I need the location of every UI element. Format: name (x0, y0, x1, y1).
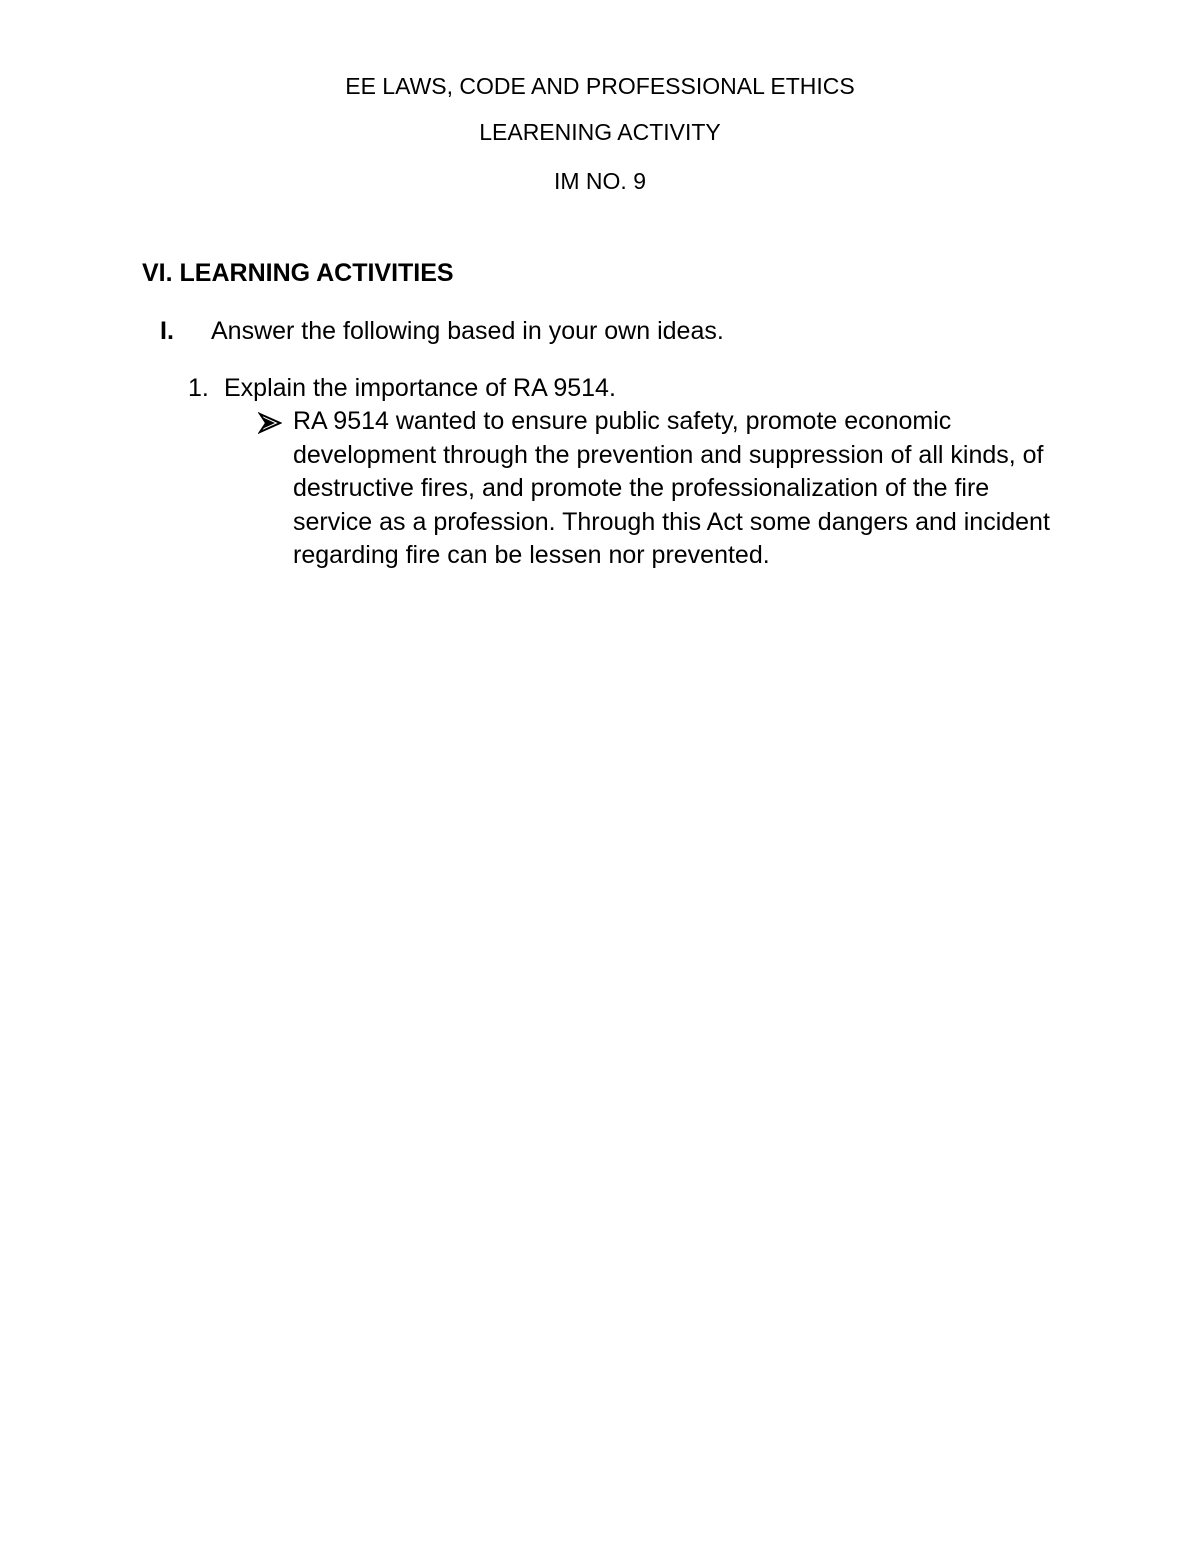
section-heading: VI. LEARNING ACTIVITIES (142, 259, 454, 287)
answer-line: destructive fires, and promote the professionalization of the fire (293, 474, 990, 502)
answer-line: service as a profession. Through this Act some dangers and incident (293, 507, 1050, 536)
answer-line: development through the prevention and suppression of all kinds, of (293, 440, 1044, 469)
arrow-bullet-icon (258, 411, 282, 435)
question-number: 1. (188, 374, 209, 402)
part-marker: I. (160, 317, 174, 345)
activity-label: LEARENING ACTIVITY (479, 119, 721, 145)
answer-line: RA 9514 wanted to ensure public safety, promote economic (293, 407, 952, 435)
course-title: EE LAWS, CODE AND PROFESSIONAL ETHICS (345, 73, 855, 99)
answer-paragraph (293, 405, 1163, 573)
im-number: IM NO. 9 (553, 168, 646, 194)
question-text: Explain the importance of RA 9514. (224, 374, 616, 402)
answer-line: regarding fire can be lessen nor prevented. (293, 541, 770, 569)
part-instruction: Answer the following based in your own ideas. (211, 317, 724, 345)
